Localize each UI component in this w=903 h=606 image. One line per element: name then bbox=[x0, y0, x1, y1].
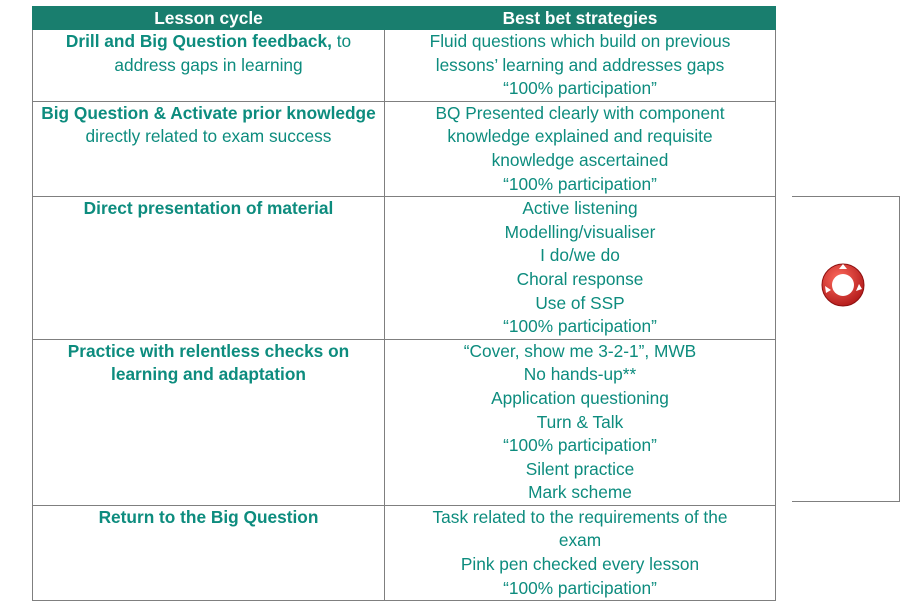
header-lesson-cycle: Lesson cycle bbox=[33, 7, 385, 30]
strategy-line: Active listening bbox=[522, 198, 638, 219]
header-best-bet-strategies: Best bet strategies bbox=[385, 7, 776, 30]
strategy-line: Modelling/visualiser bbox=[504, 221, 656, 242]
lesson-cycle-table bbox=[32, 6, 776, 601]
strategy-line: BQ Presented clearly with component bbox=[435, 102, 725, 123]
strategy-line: lessons’ learning and addresses gaps bbox=[435, 54, 725, 75]
lesson-cycle-bold-text: Practice with relentless checks on learning and adaptation bbox=[67, 340, 350, 385]
strategy-line: Choral response bbox=[516, 268, 644, 289]
lesson-cycle-bold-text: Drill and Big Question feedback, bbox=[65, 31, 332, 51]
cycle-side-box bbox=[792, 196, 900, 502]
lesson-cycle-text: to address gaps in learning bbox=[114, 31, 352, 75]
lesson-cycle-bold-text: Return to the Big Question bbox=[98, 506, 319, 527]
strategy-line: I do/we do bbox=[540, 245, 620, 266]
strategy-line: “100% participation” bbox=[503, 316, 657, 337]
strategy-line: “Cover, show me 3-2-1”, MWB bbox=[463, 340, 697, 361]
strategies-cell bbox=[385, 339, 776, 505]
strategy-line: Pink pen checked every lesson bbox=[460, 554, 700, 575]
lesson-cycle-cell bbox=[33, 197, 385, 340]
cycle-arrows-icon bbox=[820, 262, 866, 308]
lesson-cycle-cell bbox=[33, 101, 385, 196]
strategy-line: No hands-up** bbox=[523, 364, 637, 385]
lesson-cycle-bold-text: Big Question & Activate prior knowledge bbox=[41, 102, 376, 123]
table-row bbox=[33, 30, 776, 102]
strategy-line: Fluid questions which build on previous bbox=[429, 31, 731, 51]
strategy-line: Silent practice bbox=[525, 458, 635, 479]
table-row bbox=[33, 339, 776, 505]
lesson-cycle-cell bbox=[33, 339, 385, 505]
strategy-line: exam bbox=[558, 530, 602, 551]
table-row bbox=[33, 505, 776, 600]
strategy-line: Use of SSP bbox=[535, 292, 625, 313]
table-row bbox=[33, 197, 776, 340]
strategy-line: “100% participation” bbox=[503, 173, 657, 194]
lesson-cycle-text: directly related to exam success bbox=[85, 126, 332, 147]
table-header-row bbox=[33, 7, 776, 30]
lesson-cycle-cell bbox=[33, 30, 385, 102]
strategy-line: Turn & Talk bbox=[536, 411, 624, 432]
strategy-line: knowledge ascertained bbox=[491, 149, 669, 170]
strategies-cell bbox=[385, 505, 776, 600]
strategy-line: Task related to the requirements of the bbox=[432, 506, 728, 527]
strategy-line: “100% participation” bbox=[503, 435, 657, 456]
table-row bbox=[33, 101, 776, 196]
strategy-line: Application questioning bbox=[491, 387, 669, 408]
strategies-cell bbox=[385, 197, 776, 340]
strategy-line: Mark scheme bbox=[528, 482, 632, 503]
strategies-cell bbox=[385, 30, 776, 102]
strategy-line: knowledge explained and requisite bbox=[447, 126, 713, 147]
lesson-cycle-cell bbox=[33, 505, 385, 600]
strategy-line: “100% participation” bbox=[503, 577, 657, 598]
strategy-line: “100% participation” bbox=[503, 78, 657, 99]
strategies-cell bbox=[385, 101, 776, 196]
lesson-cycle-bold-text: Direct presentation of material bbox=[83, 198, 334, 219]
